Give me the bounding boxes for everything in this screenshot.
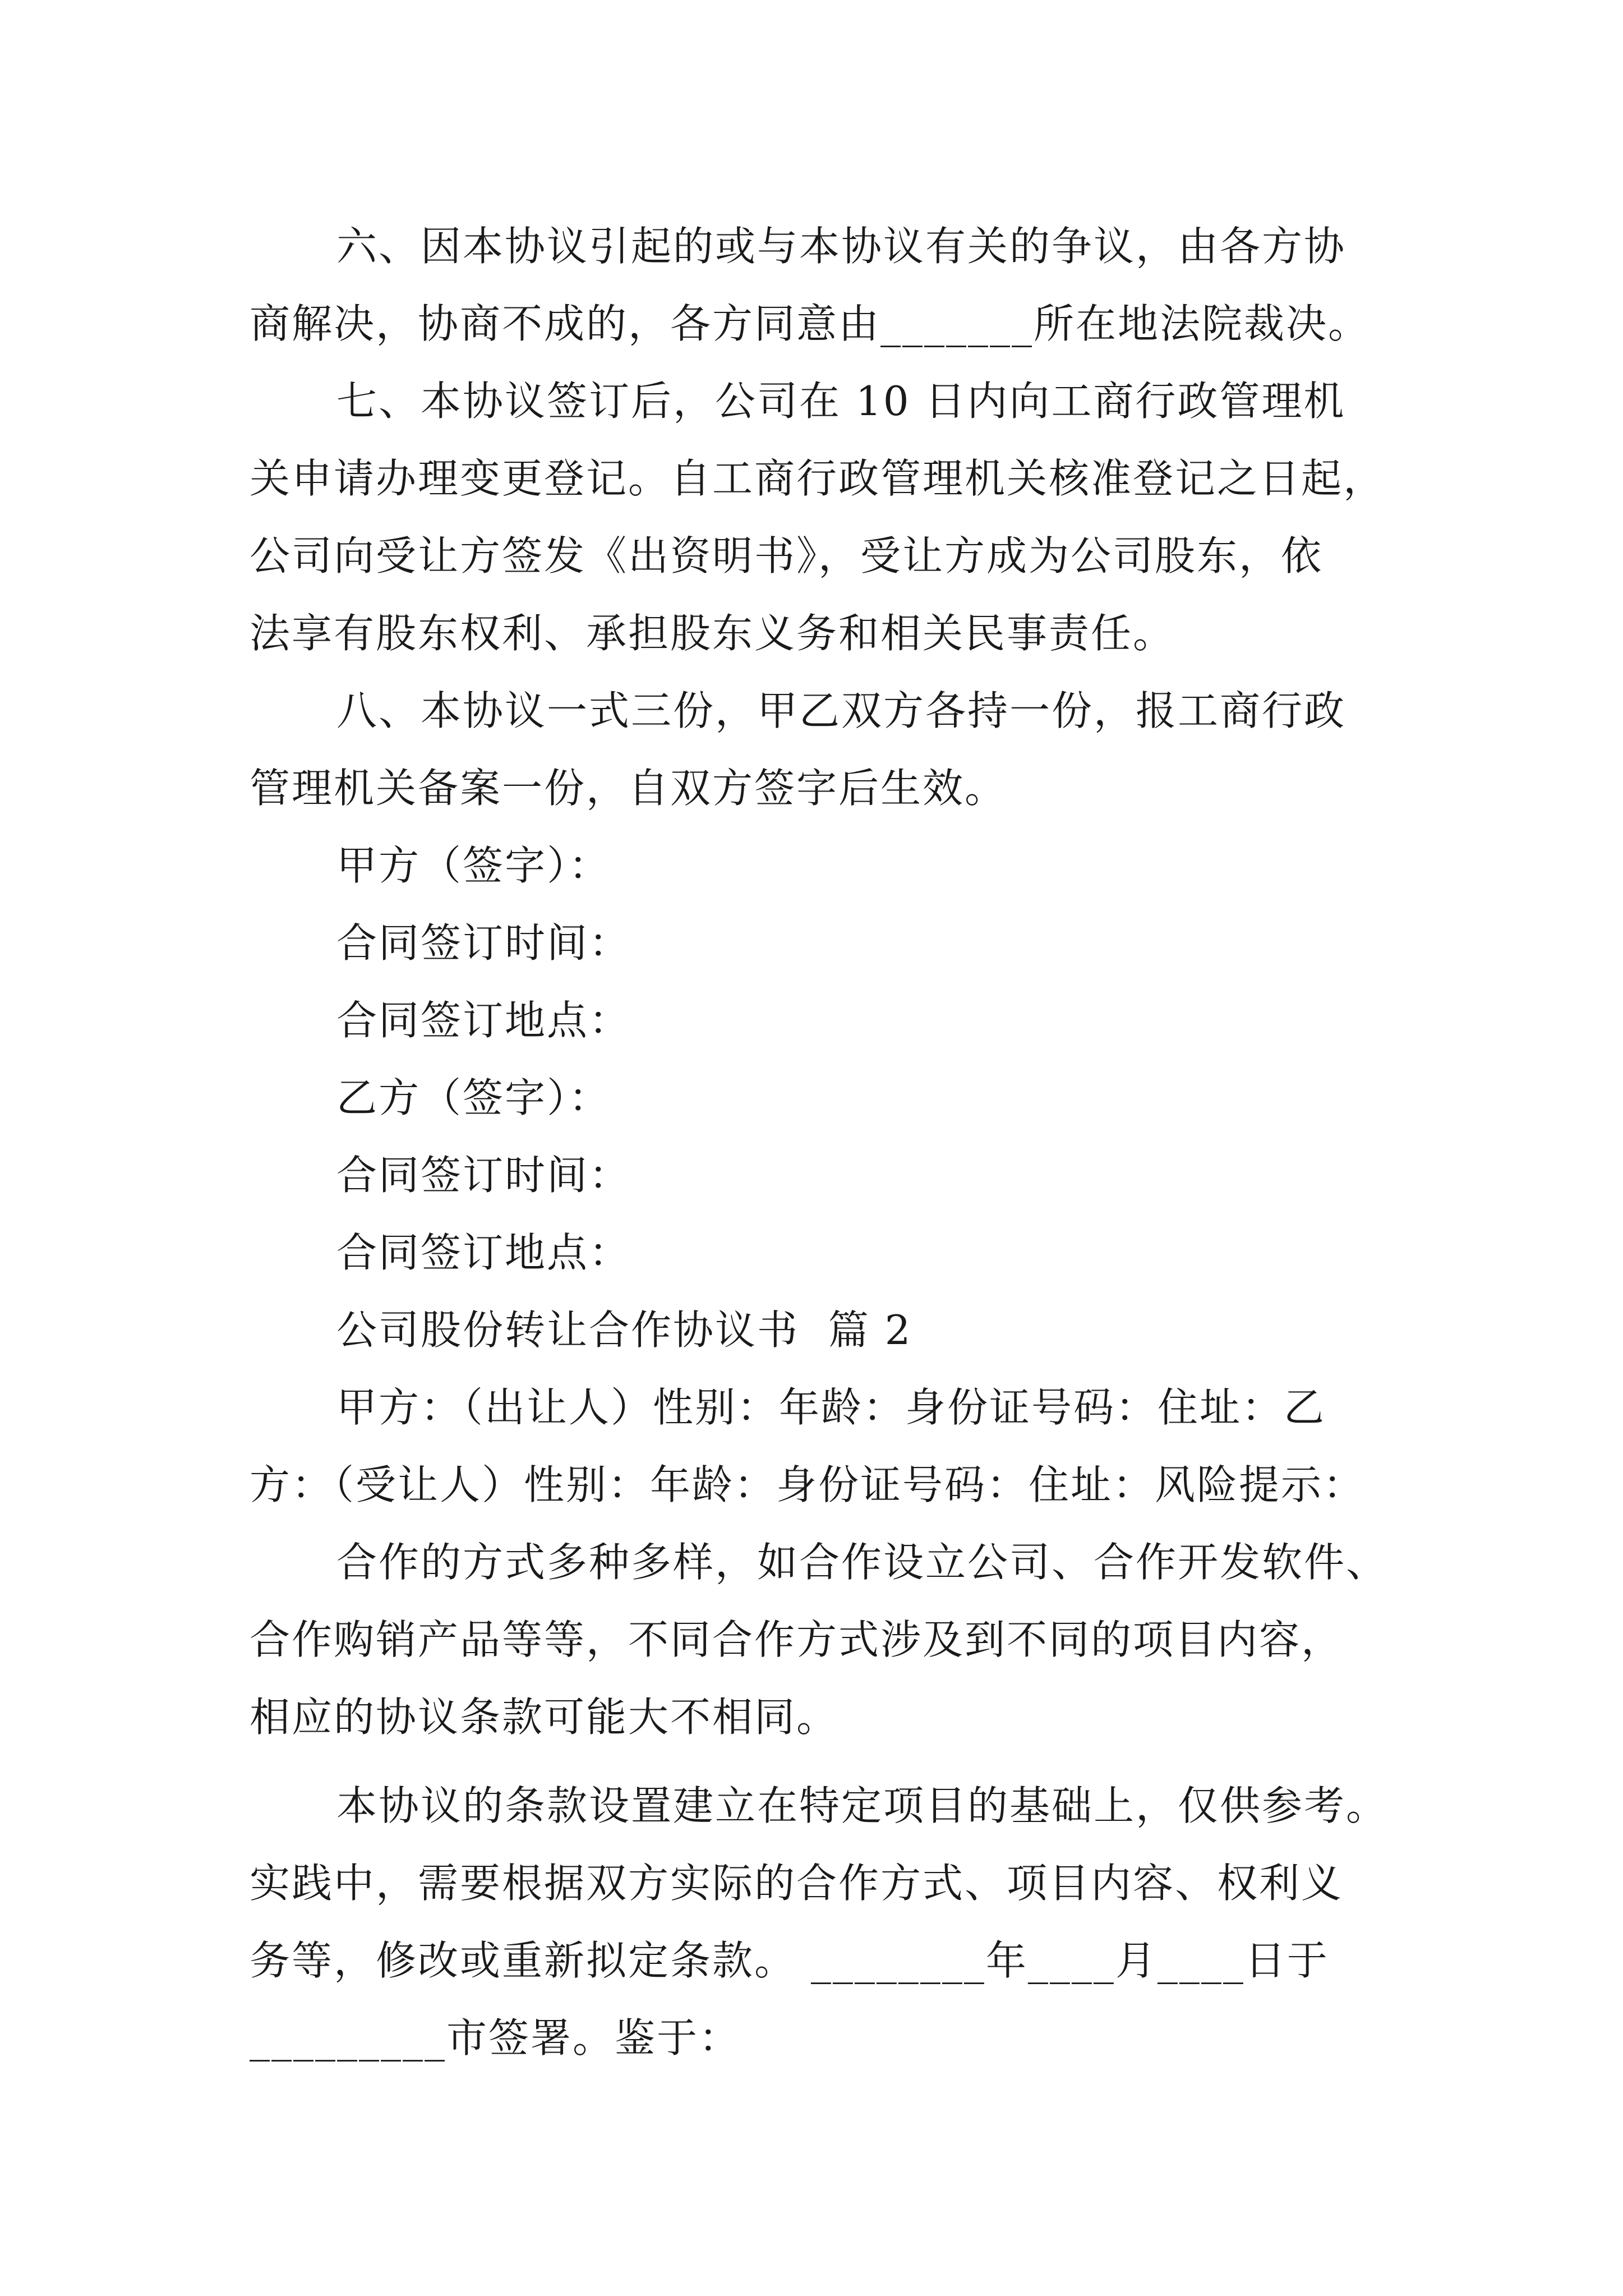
clause-6-line-1: 六、因本协议引起的或与本协议有关的争议，由各方协 <box>336 223 1347 270</box>
clause-8-line-1: 八、本协议一式三份，甲乙双方各持一份，报工商行政 <box>336 687 1347 734</box>
reference-note-line-1: 本协议的条款设置建立在特定项目的基础上，仅供参考。 <box>336 1782 1389 1829</box>
party-a-signature: 甲方（签字）： <box>336 842 611 889</box>
party-b-sign-place: 合同签订地点： <box>336 1229 631 1276</box>
document-page <box>250 208 1388 2077</box>
clause-7-line-3: 公司向受让方签发《出资明书》，受让方成为公司股东，依 <box>250 532 1324 579</box>
parties-line-1: 甲方：（出让人）性别：年龄：身份证号码：住址：乙 <box>336 1384 1326 1431</box>
reference-note-line-2: 实践中，需要根据双方实际的合作方式、项目内容、权利义 <box>250 1860 1344 1907</box>
reference-note-line-3: 务等，修改或重新拟定条款。 ________年____月____日于 <box>250 1937 1329 1984</box>
risk-note-line-2: 合作购销产品等等，不同合作方式涉及到不同的项目内容， <box>250 1616 1344 1663</box>
risk-note-line-3: 相应的协议条款可能大不相同。 <box>250 1694 839 1741</box>
risk-note-line-1: 合作的方式多种多样，如合作设立公司、合作开发软件、 <box>336 1539 1389 1586</box>
clause-6-line-2: 商解决，协商不成的，各方同意由_______所在地法院裁决。 <box>250 300 1371 347</box>
party-a-sign-place: 合同签订地点： <box>336 997 631 1044</box>
parties-line-2: 方：（受让人）性别：年龄：身份证号码：住址：风险提示： <box>250 1461 1366 1508</box>
reference-note-line-4: _________市签署。鉴于： <box>250 2014 741 2062</box>
clause-8-line-2: 管理机关备案一份，自双方签字后生效。 <box>250 765 1007 812</box>
clause-7-line-2: 关申请办理变更登记。自工商行政管理机关核准登记之日起， <box>250 455 1386 502</box>
party-a-sign-time: 合同签订时间： <box>336 919 631 967</box>
clause-7-line-4: 法享有股东权利、承担股东义务和相关民事责任。 <box>250 610 1175 657</box>
section-title: 公司股份转让合作协议书 篇 2 <box>336 1306 912 1354</box>
party-b-sign-time: 合同签订时间： <box>336 1152 631 1199</box>
clause-7-line-1: 七、本协议签订后，公司在 10 日内向工商行政管理机 <box>336 378 1346 425</box>
party-b-signature: 乙方（签字）： <box>336 1074 611 1121</box>
